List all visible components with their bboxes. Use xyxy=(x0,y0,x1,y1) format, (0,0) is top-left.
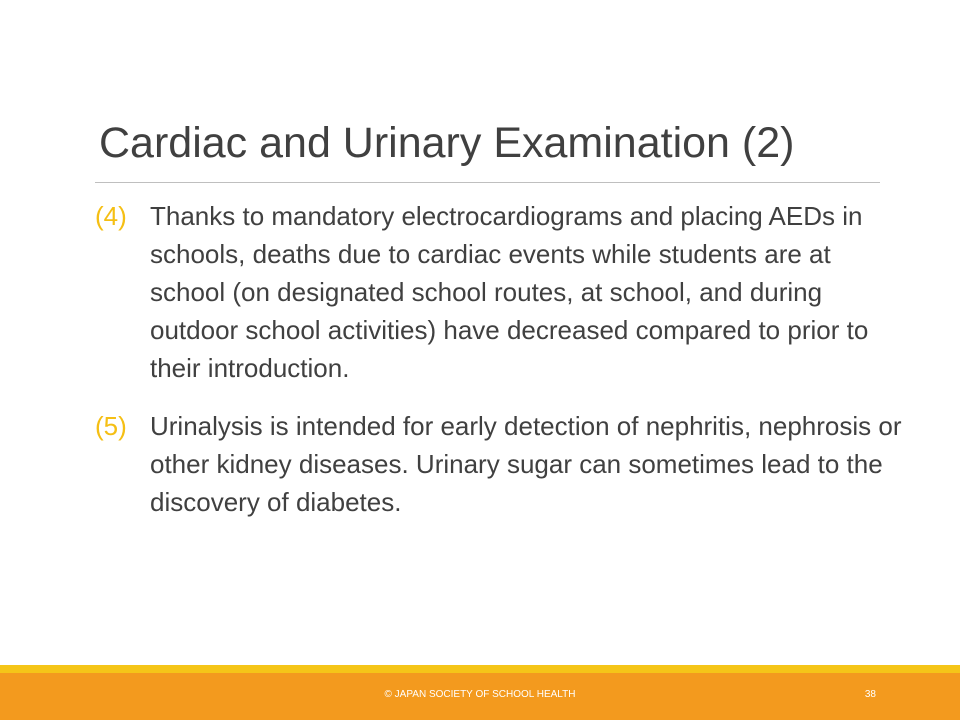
page-number: 38 xyxy=(864,689,876,700)
list-marker: (4) xyxy=(95,201,127,231)
title-divider xyxy=(95,182,880,183)
list-item-text: Thanks to mandatory electrocardiograms and placing AEDs in schools, deaths due to cardiac events while students are at school (on designated school routes, at school, and during outdoor school activities) have decreased compared to prior to their introduction. xyxy=(150,201,869,383)
list-marker: (5) xyxy=(95,411,127,441)
list-item-5 xyxy=(95,407,905,521)
list-item-4 xyxy=(95,197,905,387)
list-item-text: Urinalysis is intended for early detection of nephritis, nephrosis or other kidney diseases. Urinary sugar can sometimes lead to the discovery of diabetes. xyxy=(150,411,902,517)
slide-body xyxy=(95,197,905,521)
footer-bar xyxy=(0,673,960,720)
footer-stripe xyxy=(0,665,960,673)
slide-title: Cardiac and Urinary Examination (2) xyxy=(99,119,795,167)
footer-copyright: © JAPAN SOCIETY OF SCHOOL HEALTH xyxy=(384,689,576,700)
